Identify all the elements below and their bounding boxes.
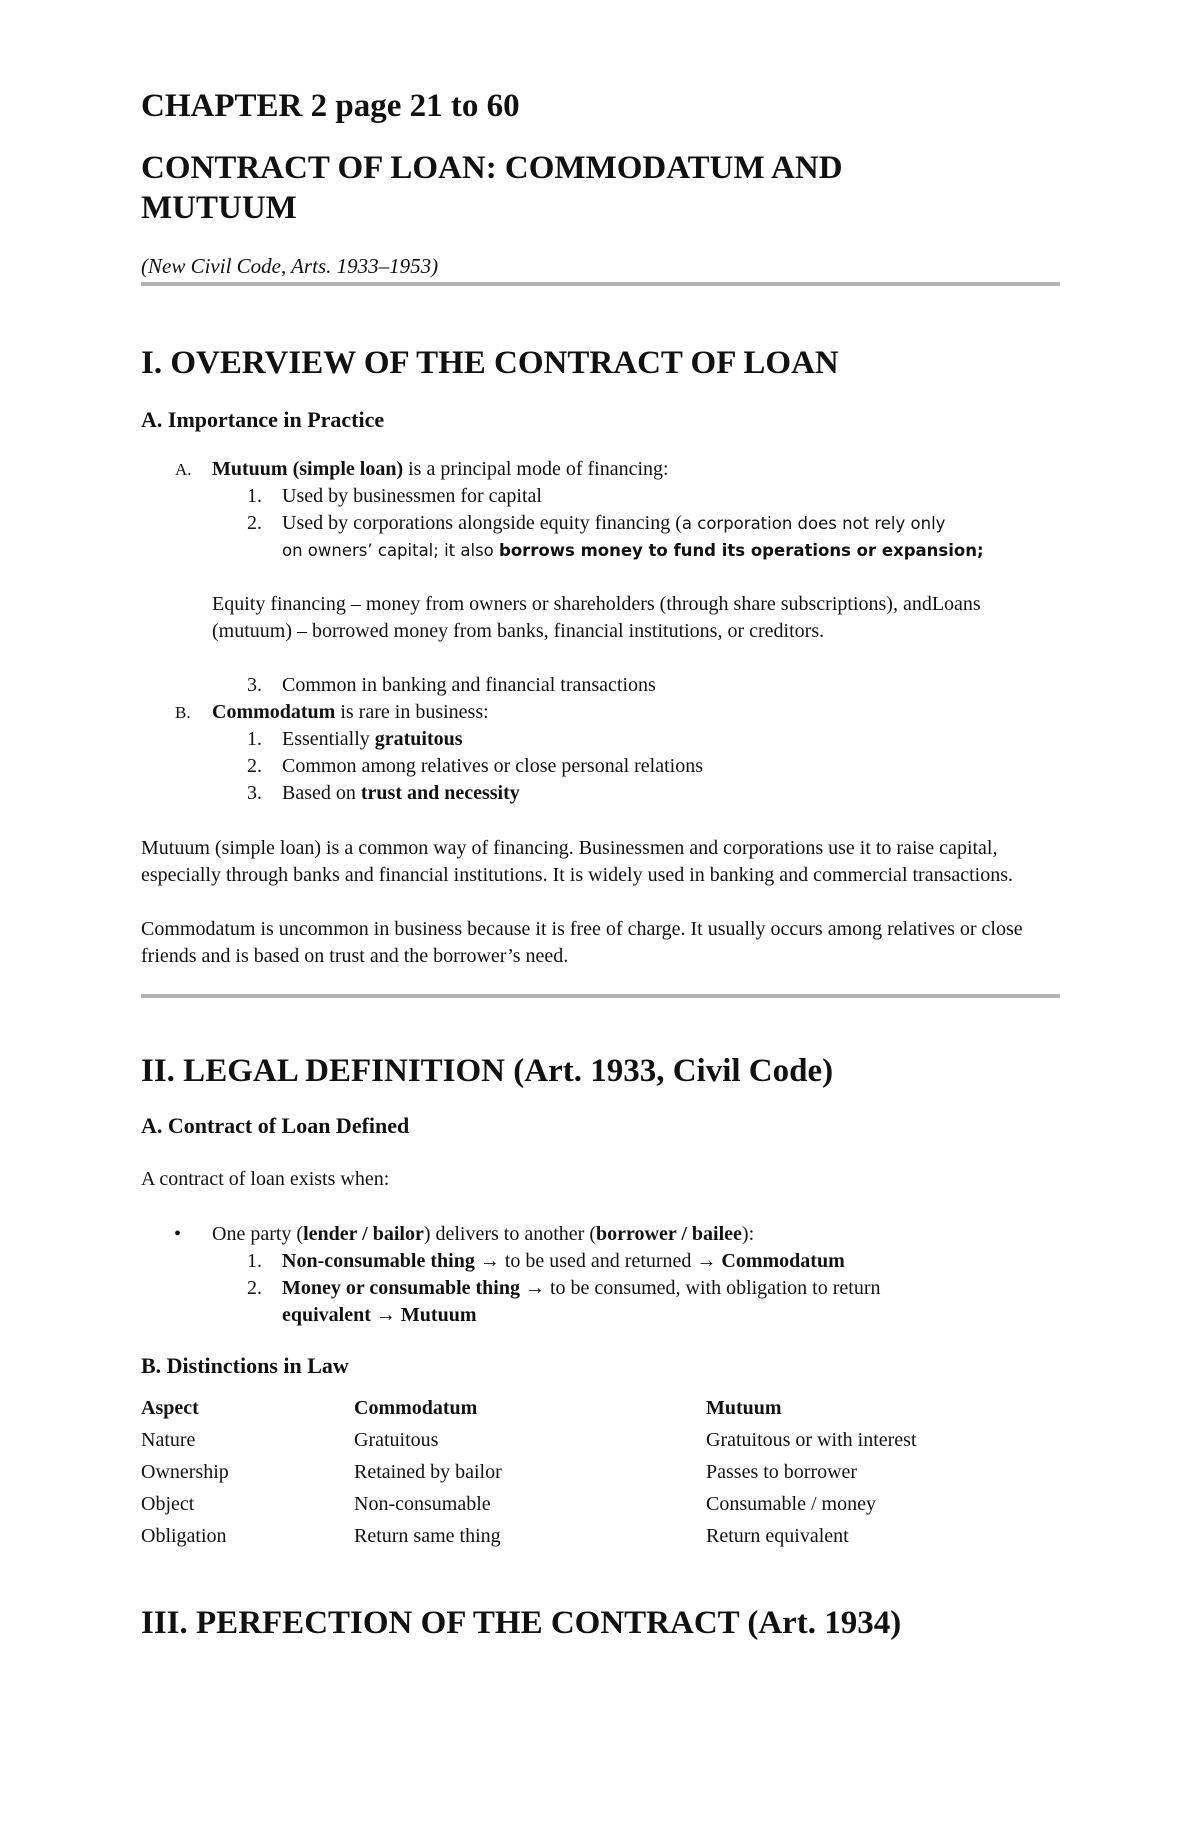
subheading-defined: A. Contract of Loan Defined bbox=[141, 1113, 410, 1138]
emphasis-text: Mutuum bbox=[400, 1304, 477, 1326]
list-item bbox=[141, 726, 1060, 753]
list-item-text: ) delivers to another ( bbox=[423, 1223, 596, 1245]
list-marker: A. bbox=[175, 460, 192, 479]
table-cell: Consumable / money bbox=[706, 1493, 876, 1515]
document-content bbox=[141, 86, 1060, 1643]
list-item-text: a corporation does not rely only bbox=[681, 514, 946, 533]
list-item-text: ): bbox=[741, 1223, 755, 1245]
table-row bbox=[141, 1525, 1060, 1557]
divider bbox=[141, 282, 1060, 286]
equity-note: Equity financing – money from owners or shareholders (through share subscriptions), andLoans (mutuum) – borrowed money from banks, financial institutions, or creditors. bbox=[212, 593, 981, 642]
summary-paragraph: Mutuum (simple loan) is a common way of financing. Businessmen and corporations use it to raise capital, especially through banks and financial institutions. It is widely used in banking and commercial transactions. bbox=[141, 837, 1014, 886]
section-heading-definition: II. LEGAL DEFINITION (Art. 1933, Civil Code) bbox=[141, 1053, 834, 1089]
list-item-text: → bbox=[370, 1304, 401, 1326]
list-item bbox=[141, 1275, 1060, 1302]
table-row bbox=[141, 1461, 1060, 1493]
list-marker: B. bbox=[175, 703, 191, 722]
summary-paragraph: Commodatum is uncommon in business because it is free of charge. It usually occurs among relatives or close friends and is based on trust and the borrower’s need. bbox=[141, 918, 1023, 967]
list-number: 1. bbox=[247, 485, 262, 507]
table-header-row bbox=[141, 1397, 1060, 1429]
emphasis-text: gratuitous bbox=[374, 728, 463, 750]
list-item bbox=[141, 483, 1060, 510]
emphasis-text: Money or consumable thing bbox=[282, 1277, 520, 1299]
list-item bbox=[141, 753, 1060, 780]
table-cell: Gratuitous or with interest bbox=[706, 1429, 917, 1451]
list-item-continuation bbox=[141, 1302, 1060, 1329]
list-item bbox=[141, 456, 1060, 483]
subheading-distinctions: B. Distinctions in Law bbox=[141, 1353, 349, 1378]
list-item bbox=[141, 510, 1060, 537]
emphasis-text: lender / bailor bbox=[303, 1223, 424, 1245]
bullet-item bbox=[141, 1221, 1060, 1248]
table-cell: Retained by bailor bbox=[354, 1461, 502, 1483]
subheading-importance: A. Importance in Practice bbox=[141, 407, 385, 432]
document-title: CONTRACT OF LOAN: COMMODATUM AND MUTUUM bbox=[141, 150, 843, 226]
list-item-text: Used by businessmen for capital bbox=[282, 485, 542, 507]
list-item-continuation bbox=[141, 537, 1060, 564]
document-subtitle: (New Civil Code, Arts. 1933–1953) bbox=[141, 254, 439, 278]
table-cell: Nature bbox=[141, 1429, 196, 1451]
list-number: 3. bbox=[247, 782, 262, 804]
list-number: 2. bbox=[247, 755, 262, 777]
list-number: 1. bbox=[247, 1250, 262, 1272]
table-cell: Passes to borrower bbox=[706, 1461, 858, 1483]
list-item bbox=[141, 699, 1060, 726]
list-item-text: Common in banking and financial transactions bbox=[282, 674, 656, 696]
term-mutuum: Mutuum (simple loan) bbox=[212, 458, 404, 480]
term-commodatum: Commodatum bbox=[212, 701, 336, 723]
table-row bbox=[141, 1493, 1060, 1525]
table-cell: Ownership bbox=[141, 1461, 229, 1483]
list-item bbox=[141, 1248, 1060, 1275]
list-item-text: One party ( bbox=[212, 1223, 304, 1245]
list-item-text: is rare in business: bbox=[335, 701, 489, 723]
table-header-cell: Commodatum bbox=[354, 1397, 478, 1419]
definition-intro: A contract of loan exists when: bbox=[141, 1168, 390, 1190]
table-cell: Non-consumable bbox=[354, 1493, 491, 1515]
list-item bbox=[141, 780, 1060, 807]
list-item-text: Common among relatives or close personal relations bbox=[282, 755, 704, 777]
distinctions-table bbox=[141, 1397, 1060, 1557]
emphasis-text: Commodatum bbox=[721, 1250, 845, 1272]
table-row bbox=[141, 1429, 1060, 1461]
table-cell: Gratuitous bbox=[354, 1429, 439, 1451]
divider bbox=[141, 994, 1060, 998]
table-header-cell: Mutuum bbox=[706, 1397, 782, 1419]
table-cell: Return same thing bbox=[354, 1525, 501, 1547]
bullet-icon: • bbox=[174, 1223, 182, 1245]
overview-list bbox=[141, 456, 1060, 807]
list-item-text: Based on bbox=[282, 782, 361, 804]
list-number: 3. bbox=[247, 674, 262, 696]
chapter-heading: CHAPTER 2 page 21 to 60 bbox=[141, 88, 520, 124]
list-number: 1. bbox=[247, 728, 262, 750]
list-item-text: → to be consumed, with obligation to return bbox=[519, 1277, 881, 1299]
list-item-text: → to be used and returned → bbox=[474, 1250, 722, 1272]
table-header-cell: Aspect bbox=[141, 1397, 199, 1419]
section-heading-overview: I. OVERVIEW OF THE CONTRACT OF LOAN bbox=[141, 345, 839, 381]
list-number: 2. bbox=[247, 1277, 262, 1299]
list-item bbox=[141, 672, 1060, 699]
table-cell: Object bbox=[141, 1493, 195, 1515]
emphasis-text: borrows money to fund its operations or expansion; bbox=[499, 541, 984, 560]
emphasis-text: borrower / bailee bbox=[596, 1223, 742, 1245]
list-item-text: Used by corporations alongside equity financing ( bbox=[282, 512, 682, 534]
list-number: 2. bbox=[247, 512, 262, 534]
list-item-text: Essentially bbox=[282, 728, 375, 750]
emphasis-text: equivalent bbox=[282, 1304, 371, 1326]
definition-list bbox=[141, 1221, 1060, 1329]
list-item-text: on owners’ capital; it also bbox=[282, 541, 500, 560]
emphasis-text: trust and necessity bbox=[360, 782, 520, 804]
list-item-text: is a principal mode of financing: bbox=[403, 458, 669, 480]
table-cell: Obligation bbox=[141, 1525, 227, 1547]
emphasis-text: Non-consumable thing bbox=[282, 1250, 475, 1272]
section-heading-perfection: III. PERFECTION OF THE CONTRACT (Art. 1934) bbox=[141, 1605, 902, 1641]
table-cell: Return equivalent bbox=[706, 1525, 849, 1547]
